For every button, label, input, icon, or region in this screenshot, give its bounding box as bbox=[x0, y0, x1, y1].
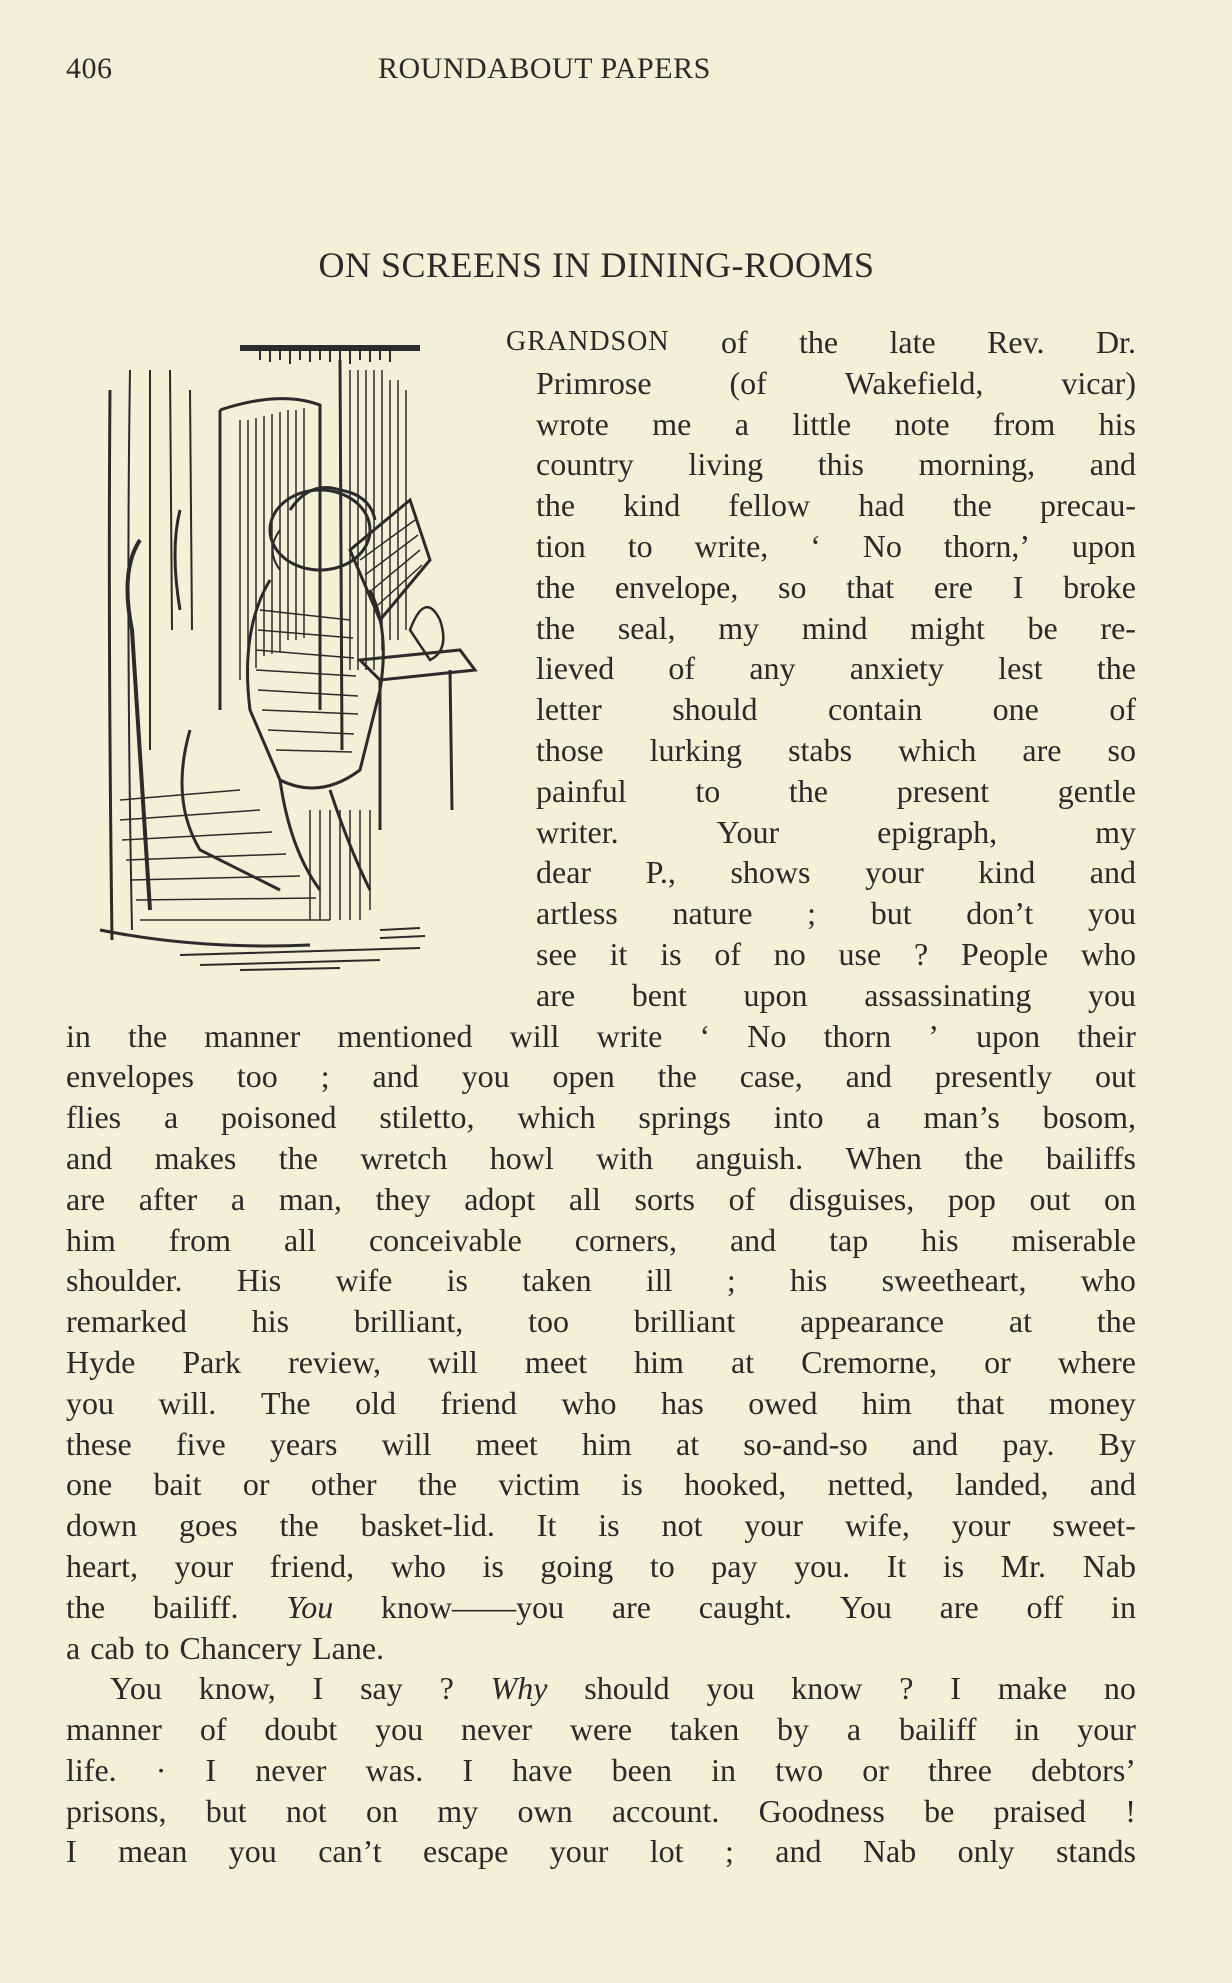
text-line: him from all conceivable corners, and tap his miserable bbox=[66, 1221, 1136, 1258]
text-line: those lurking stabs which are so bbox=[536, 731, 1136, 768]
text-line: are bent upon assassinating you bbox=[536, 976, 1136, 1013]
text-line: are after a man, they adopt all sorts of disguises, pop out on bbox=[66, 1180, 1136, 1217]
text-line: life. · I never was. I have been in two or three debtors’ bbox=[66, 1751, 1136, 1788]
text-line: dear P., shows your kind and bbox=[536, 854, 1136, 891]
text-line: wrote me a little note from his bbox=[536, 405, 1136, 442]
text-line: remarked his brilliant, too brilliant appearance at the bbox=[66, 1303, 1136, 1340]
text-line: You know, I say ? Why should you know ? I make no bbox=[110, 1670, 1136, 1707]
page-header bbox=[66, 52, 1136, 92]
text-line: see it is of no use ? People who bbox=[536, 935, 1136, 972]
text-line: country living this morning, and bbox=[536, 446, 1136, 483]
text-line: the envelope, so that ere I broke bbox=[536, 568, 1136, 605]
text-line: painful to the present gentle bbox=[536, 772, 1136, 809]
running-title: ROUNDABOUT PAPERS bbox=[378, 52, 711, 85]
text-line: letter should contain one of bbox=[536, 691, 1136, 728]
text-line: GRANDSON of the late Rev. Dr. bbox=[506, 324, 1136, 360]
text-line: down goes the basket-lid. It is not your wife, your sweet- bbox=[66, 1507, 1136, 1544]
section-title: ON SCREENS IN DINING-ROOMS bbox=[318, 245, 875, 285]
text-line: writer. Your epigraph, my bbox=[536, 813, 1136, 850]
text-line: tion to write, ‘ No thorn,’ upon bbox=[536, 527, 1136, 564]
text-line: manner of doubt you never were taken by a bailiff in your bbox=[66, 1711, 1136, 1748]
text-line: one bait or other the victim is hooked, netted, landed, and bbox=[66, 1466, 1136, 1503]
text-line: flies a poisoned stiletto, which springs into a man’s bosom, bbox=[66, 1099, 1136, 1136]
text-line: shoulder. His wife is taken ill ; his sweetheart, who bbox=[66, 1262, 1136, 1299]
text-line: in the manner mentioned will write ‘ No thorn ’ upon their bbox=[66, 1017, 1136, 1054]
page-number: 406 bbox=[66, 52, 113, 85]
text-line: these five years will meet him at so-and-so and pay. By bbox=[66, 1425, 1136, 1462]
text-line: I mean you can’t escape your lot ; and Nab only stands bbox=[66, 1833, 1136, 1870]
text-line: you will. The old friend who has owed him that money bbox=[66, 1384, 1136, 1421]
text-line: a cab to Chancery Lane. bbox=[66, 1629, 385, 1666]
text-line: lieved of any anxiety lest the bbox=[536, 650, 1136, 687]
text-line: envelopes too ; and you open the case, and presently out bbox=[66, 1058, 1136, 1095]
body-text bbox=[66, 322, 1136, 1872]
text-line: heart, your friend, who is going to pay you. It is Mr. Nab bbox=[66, 1547, 1136, 1584]
text-line: the bailiff. You know——you are caught. You are off in bbox=[66, 1588, 1136, 1625]
text-line: Hyde Park review, will meet him at Cremorne, or where bbox=[66, 1343, 1136, 1380]
text-line: the kind fellow had the precau- bbox=[536, 487, 1136, 524]
text-line: prisons, but not on my own account. Goodness be praised ! bbox=[66, 1792, 1136, 1829]
text-line: artless nature ; but don’t you bbox=[536, 895, 1136, 932]
text-line: the seal, my mind might be re- bbox=[536, 609, 1136, 646]
text-line: and makes the wretch howl with anguish. When the bailiffs bbox=[66, 1139, 1136, 1176]
text-line: Primrose (of Wakefield, vicar) bbox=[536, 364, 1136, 401]
